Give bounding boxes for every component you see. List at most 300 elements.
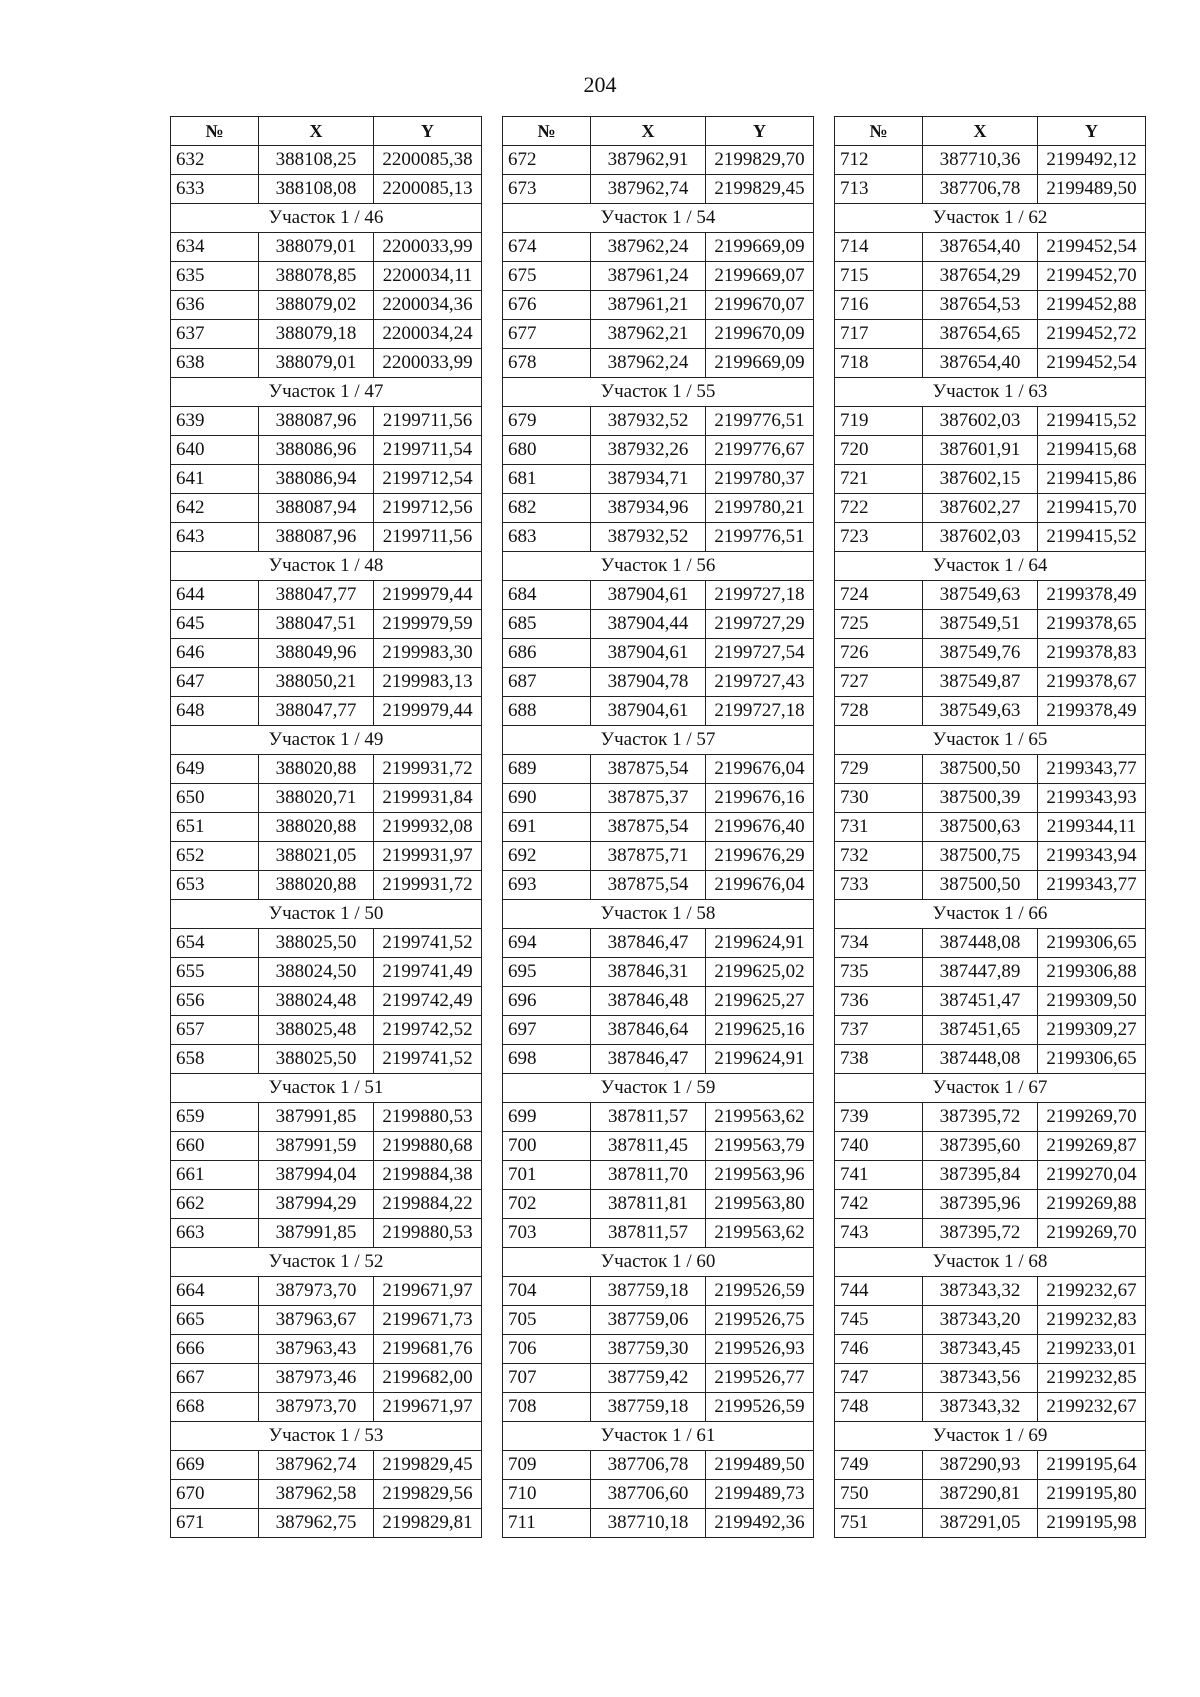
y-coordinate: 2200034,24 (374, 320, 482, 349)
table-row (835, 668, 1146, 697)
point-number: 718 (835, 349, 923, 378)
table-row (171, 1132, 482, 1161)
x-coordinate: 387932,52 (591, 407, 706, 436)
section-row (835, 726, 1146, 755)
y-coordinate: 2199452,54 (1038, 233, 1146, 262)
y-coordinate: 2199625,02 (706, 958, 814, 987)
table-row (171, 929, 482, 958)
x-coordinate: 387395,72 (923, 1219, 1038, 1248)
table-row (171, 320, 482, 349)
y-coordinate: 2199232,85 (1038, 1364, 1146, 1393)
table-row (171, 146, 482, 175)
y-coordinate: 2199624,91 (706, 1045, 814, 1074)
table-row (503, 639, 814, 668)
point-number: 674 (503, 233, 591, 262)
x-coordinate: 387500,75 (923, 842, 1038, 871)
point-number: 663 (171, 1219, 259, 1248)
y-coordinate: 2199309,50 (1038, 987, 1146, 1016)
y-coordinate: 2199742,49 (374, 987, 482, 1016)
y-coordinate: 2200085,13 (374, 175, 482, 204)
x-coordinate: 387963,67 (259, 1306, 374, 1335)
section-row (835, 204, 1146, 233)
x-coordinate: 387962,74 (591, 175, 706, 204)
section-row (835, 552, 1146, 581)
x-coordinate: 388020,71 (259, 784, 374, 813)
x-coordinate: 387654,40 (923, 233, 1038, 262)
table-row (503, 1016, 814, 1045)
point-number: 678 (503, 349, 591, 378)
y-coordinate: 2199712,54 (374, 465, 482, 494)
y-coordinate: 2199309,27 (1038, 1016, 1146, 1045)
point-number: 675 (503, 262, 591, 291)
section-row (503, 726, 814, 755)
y-coordinate: 2199931,72 (374, 755, 482, 784)
x-coordinate: 387395,60 (923, 1132, 1038, 1161)
point-number: 734 (835, 929, 923, 958)
table-row (171, 1509, 482, 1538)
table-row (503, 1480, 814, 1509)
y-coordinate: 2199195,80 (1038, 1480, 1146, 1509)
point-number: 739 (835, 1103, 923, 1132)
section-row (503, 204, 814, 233)
x-coordinate: 387710,36 (923, 146, 1038, 175)
point-number: 682 (503, 494, 591, 523)
x-coordinate: 387904,78 (591, 668, 706, 697)
point-number: 671 (171, 1509, 259, 1538)
table-row (835, 1219, 1146, 1248)
point-number: 700 (503, 1132, 591, 1161)
y-coordinate: 2199378,83 (1038, 639, 1146, 668)
x-coordinate: 387811,70 (591, 1161, 706, 1190)
x-coordinate: 387963,43 (259, 1335, 374, 1364)
x-coordinate: 387448,08 (923, 1045, 1038, 1074)
y-coordinate: 2199563,62 (706, 1219, 814, 1248)
x-coordinate: 387759,18 (591, 1393, 706, 1422)
table-row (503, 1509, 814, 1538)
point-number: 712 (835, 146, 923, 175)
y-coordinate: 2199563,80 (706, 1190, 814, 1219)
point-number: 728 (835, 697, 923, 726)
x-coordinate: 387602,03 (923, 407, 1038, 436)
point-number: 641 (171, 465, 259, 494)
x-coordinate: 388078,85 (259, 262, 374, 291)
x-coordinate: 387991,85 (259, 1219, 374, 1248)
x-coordinate: 388024,48 (259, 987, 374, 1016)
y-coordinate: 2199741,52 (374, 929, 482, 958)
x-coordinate: 387448,08 (923, 929, 1038, 958)
y-coordinate: 2199563,79 (706, 1132, 814, 1161)
point-number: 637 (171, 320, 259, 349)
table-row (171, 1364, 482, 1393)
table-row (171, 494, 482, 523)
table-row (503, 523, 814, 552)
point-number: 694 (503, 929, 591, 958)
point-number: 717 (835, 320, 923, 349)
y-coordinate: 2199452,54 (1038, 349, 1146, 378)
y-coordinate: 2199880,53 (374, 1103, 482, 1132)
point-number: 701 (503, 1161, 591, 1190)
y-coordinate: 2199676,04 (706, 755, 814, 784)
point-number: 690 (503, 784, 591, 813)
x-coordinate: 388047,77 (259, 697, 374, 726)
point-number: 711 (503, 1509, 591, 1538)
table-row (503, 1103, 814, 1132)
table-row (835, 349, 1146, 378)
x-coordinate: 387549,63 (923, 697, 1038, 726)
table-row (835, 494, 1146, 523)
section-title: Участок 1 / 57 (503, 726, 814, 755)
x-coordinate: 387602,27 (923, 494, 1038, 523)
table-row (835, 1480, 1146, 1509)
point-number: 660 (171, 1132, 259, 1161)
table-row (503, 1161, 814, 1190)
x-coordinate: 388047,51 (259, 610, 374, 639)
x-coordinate: 387962,24 (591, 233, 706, 262)
table-row (835, 1190, 1146, 1219)
table-row (503, 175, 814, 204)
x-coordinate: 387759,18 (591, 1277, 706, 1306)
y-coordinate: 2199669,09 (706, 233, 814, 262)
table-row (503, 407, 814, 436)
y-coordinate: 2199452,72 (1038, 320, 1146, 349)
table-row (171, 175, 482, 204)
point-number: 665 (171, 1306, 259, 1335)
table-row (835, 1103, 1146, 1132)
point-number: 719 (835, 407, 923, 436)
y-coordinate: 2199269,70 (1038, 1219, 1146, 1248)
table-row (835, 755, 1146, 784)
x-coordinate: 387846,64 (591, 1016, 706, 1045)
header-y: Y (706, 117, 814, 146)
y-coordinate: 2199233,01 (1038, 1335, 1146, 1364)
table-row (503, 668, 814, 697)
x-coordinate: 387973,70 (259, 1393, 374, 1422)
x-coordinate: 387500,63 (923, 813, 1038, 842)
section-row (503, 1248, 814, 1277)
x-coordinate: 387759,30 (591, 1335, 706, 1364)
table-row (835, 320, 1146, 349)
y-coordinate: 2199563,96 (706, 1161, 814, 1190)
x-coordinate: 388086,94 (259, 465, 374, 494)
section-title: Участок 1 / 65 (835, 726, 1146, 755)
y-coordinate: 2199306,65 (1038, 929, 1146, 958)
point-number: 715 (835, 262, 923, 291)
y-coordinate: 2199344,11 (1038, 813, 1146, 842)
y-coordinate: 2199343,93 (1038, 784, 1146, 813)
point-number: 707 (503, 1364, 591, 1393)
point-number: 645 (171, 610, 259, 639)
coordinates-table-2 (502, 116, 814, 1538)
point-number: 742 (835, 1190, 923, 1219)
x-coordinate: 387451,47 (923, 987, 1038, 1016)
table-row (503, 987, 814, 1016)
table-row (835, 581, 1146, 610)
section-row (503, 1074, 814, 1103)
table-row (835, 1161, 1146, 1190)
x-coordinate: 387602,15 (923, 465, 1038, 494)
table-row (171, 1016, 482, 1045)
point-number: 748 (835, 1393, 923, 1422)
y-coordinate: 2199741,52 (374, 1045, 482, 1074)
table-row (503, 1364, 814, 1393)
section-title: Участок 1 / 55 (503, 378, 814, 407)
y-coordinate: 2199979,44 (374, 581, 482, 610)
section-row (171, 1248, 482, 1277)
table-row (171, 610, 482, 639)
table-row (835, 1306, 1146, 1335)
y-coordinate: 2199269,87 (1038, 1132, 1146, 1161)
y-coordinate: 2199492,36 (706, 1509, 814, 1538)
point-number: 721 (835, 465, 923, 494)
x-coordinate: 387549,51 (923, 610, 1038, 639)
y-coordinate: 2199624,91 (706, 929, 814, 958)
x-coordinate: 387994,29 (259, 1190, 374, 1219)
point-number: 705 (503, 1306, 591, 1335)
x-coordinate: 387962,74 (259, 1451, 374, 1480)
table-row (171, 639, 482, 668)
point-number: 716 (835, 291, 923, 320)
section-title: Участок 1 / 47 (171, 378, 482, 407)
point-number: 697 (503, 1016, 591, 1045)
y-coordinate: 2200033,99 (374, 233, 482, 262)
table-row (503, 320, 814, 349)
section-row (171, 378, 482, 407)
x-coordinate: 387932,52 (591, 523, 706, 552)
point-number: 727 (835, 668, 923, 697)
y-coordinate: 2199676,16 (706, 784, 814, 813)
header-number: № (835, 117, 923, 146)
section-title: Участок 1 / 61 (503, 1422, 814, 1451)
section-row (171, 552, 482, 581)
point-number: 708 (503, 1393, 591, 1422)
y-coordinate: 2199712,56 (374, 494, 482, 523)
point-number: 646 (171, 639, 259, 668)
y-coordinate: 2199415,52 (1038, 407, 1146, 436)
point-number: 632 (171, 146, 259, 175)
x-coordinate: 387549,87 (923, 668, 1038, 697)
point-number: 724 (835, 581, 923, 610)
x-coordinate: 387973,70 (259, 1277, 374, 1306)
y-coordinate: 2199669,09 (706, 349, 814, 378)
y-coordinate: 2199232,83 (1038, 1306, 1146, 1335)
x-coordinate: 387904,61 (591, 581, 706, 610)
y-coordinate: 2199671,97 (374, 1393, 482, 1422)
table-row (835, 639, 1146, 668)
y-coordinate: 2199269,70 (1038, 1103, 1146, 1132)
table-row (503, 610, 814, 639)
section-title: Участок 1 / 46 (171, 204, 482, 233)
point-number: 673 (503, 175, 591, 204)
point-number: 696 (503, 987, 591, 1016)
x-coordinate: 387875,54 (591, 871, 706, 900)
x-coordinate: 387962,75 (259, 1509, 374, 1538)
y-coordinate: 2200033,99 (374, 349, 482, 378)
x-coordinate: 388079,18 (259, 320, 374, 349)
table-row (503, 1190, 814, 1219)
table-row (835, 1364, 1146, 1393)
x-coordinate: 388108,08 (259, 175, 374, 204)
y-coordinate: 2199343,94 (1038, 842, 1146, 871)
x-coordinate: 387654,53 (923, 291, 1038, 320)
section-title: Участок 1 / 54 (503, 204, 814, 233)
section-row (171, 204, 482, 233)
table-row (171, 1045, 482, 1074)
y-coordinate: 2200085,38 (374, 146, 482, 175)
x-coordinate: 387875,71 (591, 842, 706, 871)
x-coordinate: 387962,24 (591, 349, 706, 378)
table-row (171, 523, 482, 552)
y-coordinate: 2199378,49 (1038, 581, 1146, 610)
y-coordinate: 2199270,04 (1038, 1161, 1146, 1190)
x-coordinate: 387846,47 (591, 929, 706, 958)
y-coordinate: 2199415,52 (1038, 523, 1146, 552)
point-number: 672 (503, 146, 591, 175)
point-number: 662 (171, 1190, 259, 1219)
table-row (503, 958, 814, 987)
y-coordinate: 2199741,49 (374, 958, 482, 987)
x-coordinate: 387961,24 (591, 262, 706, 291)
table-row (503, 233, 814, 262)
y-coordinate: 2199489,73 (706, 1480, 814, 1509)
table-row (171, 1161, 482, 1190)
point-number: 725 (835, 610, 923, 639)
point-number: 655 (171, 958, 259, 987)
table-row (503, 784, 814, 813)
table-row (835, 1016, 1146, 1045)
x-coordinate: 387549,63 (923, 581, 1038, 610)
point-number: 729 (835, 755, 923, 784)
x-coordinate: 387991,85 (259, 1103, 374, 1132)
y-coordinate: 2199415,68 (1038, 436, 1146, 465)
y-coordinate: 2199880,53 (374, 1219, 482, 1248)
y-coordinate: 2199232,67 (1038, 1277, 1146, 1306)
section-title: Участок 1 / 49 (171, 726, 482, 755)
header-number: № (503, 117, 591, 146)
y-coordinate: 2199676,04 (706, 871, 814, 900)
y-coordinate: 2199776,51 (706, 407, 814, 436)
section-row (835, 900, 1146, 929)
x-coordinate: 387759,06 (591, 1306, 706, 1335)
section-title: Участок 1 / 51 (171, 1074, 482, 1103)
table-row (503, 465, 814, 494)
y-coordinate: 2199711,56 (374, 407, 482, 436)
y-coordinate: 2199306,88 (1038, 958, 1146, 987)
table-row (171, 291, 482, 320)
point-number: 749 (835, 1451, 923, 1480)
y-coordinate: 2199489,50 (706, 1451, 814, 1480)
y-coordinate: 2199452,88 (1038, 291, 1146, 320)
point-number: 654 (171, 929, 259, 958)
point-number: 699 (503, 1103, 591, 1132)
table-row (503, 842, 814, 871)
x-coordinate: 387962,21 (591, 320, 706, 349)
table-row (835, 465, 1146, 494)
y-coordinate: 2199931,97 (374, 842, 482, 871)
table-row (835, 842, 1146, 871)
x-coordinate: 387904,44 (591, 610, 706, 639)
point-number: 741 (835, 1161, 923, 1190)
table-row (503, 349, 814, 378)
x-coordinate: 388108,25 (259, 146, 374, 175)
x-coordinate: 387846,47 (591, 1045, 706, 1074)
y-coordinate: 2199829,45 (374, 1451, 482, 1480)
table-row (835, 1509, 1146, 1538)
table-row (835, 610, 1146, 639)
x-coordinate: 388020,88 (259, 755, 374, 784)
table-row (171, 1306, 482, 1335)
y-coordinate: 2199378,65 (1038, 610, 1146, 639)
table-row (171, 1393, 482, 1422)
table-row (503, 871, 814, 900)
point-number: 738 (835, 1045, 923, 1074)
table-row (835, 813, 1146, 842)
point-number: 692 (503, 842, 591, 871)
y-coordinate: 2199526,75 (706, 1306, 814, 1335)
y-coordinate: 2199711,54 (374, 436, 482, 465)
x-coordinate: 387934,71 (591, 465, 706, 494)
x-coordinate: 387601,91 (923, 436, 1038, 465)
y-coordinate: 2199526,59 (706, 1393, 814, 1422)
y-coordinate: 2199780,21 (706, 494, 814, 523)
y-coordinate: 2199880,68 (374, 1132, 482, 1161)
point-number: 723 (835, 523, 923, 552)
y-coordinate: 2199625,27 (706, 987, 814, 1016)
x-coordinate: 388020,88 (259, 871, 374, 900)
point-number: 685 (503, 610, 591, 639)
x-coordinate: 387811,81 (591, 1190, 706, 1219)
y-coordinate: 2199727,29 (706, 610, 814, 639)
x-coordinate: 387961,21 (591, 291, 706, 320)
x-coordinate: 387290,93 (923, 1451, 1038, 1480)
x-coordinate: 387932,26 (591, 436, 706, 465)
point-number: 667 (171, 1364, 259, 1393)
point-number: 706 (503, 1335, 591, 1364)
table-row (835, 175, 1146, 204)
section-row (171, 726, 482, 755)
table-row (171, 436, 482, 465)
table-row (503, 262, 814, 291)
point-number: 640 (171, 436, 259, 465)
point-number: 704 (503, 1277, 591, 1306)
point-number: 635 (171, 262, 259, 291)
x-coordinate: 387875,54 (591, 813, 706, 842)
section-row (503, 1422, 814, 1451)
point-number: 746 (835, 1335, 923, 1364)
header-x: X (259, 117, 374, 146)
table-row (171, 958, 482, 987)
x-coordinate: 387291,05 (923, 1509, 1038, 1538)
y-coordinate: 2200034,36 (374, 291, 482, 320)
y-coordinate: 2199682,00 (374, 1364, 482, 1393)
section-row (503, 552, 814, 581)
y-coordinate: 2199489,50 (1038, 175, 1146, 204)
section-row (835, 1422, 1146, 1451)
point-number: 656 (171, 987, 259, 1016)
x-coordinate: 387500,39 (923, 784, 1038, 813)
table-row (835, 291, 1146, 320)
point-number: 751 (835, 1509, 923, 1538)
table-row (171, 813, 482, 842)
table-row (171, 987, 482, 1016)
y-coordinate: 2199232,67 (1038, 1393, 1146, 1422)
table-header-row (835, 117, 1146, 146)
point-number: 687 (503, 668, 591, 697)
point-number: 636 (171, 291, 259, 320)
y-coordinate: 2199727,43 (706, 668, 814, 697)
section-title: Участок 1 / 63 (835, 378, 1146, 407)
section-title: Участок 1 / 66 (835, 900, 1146, 929)
table-row (503, 755, 814, 784)
